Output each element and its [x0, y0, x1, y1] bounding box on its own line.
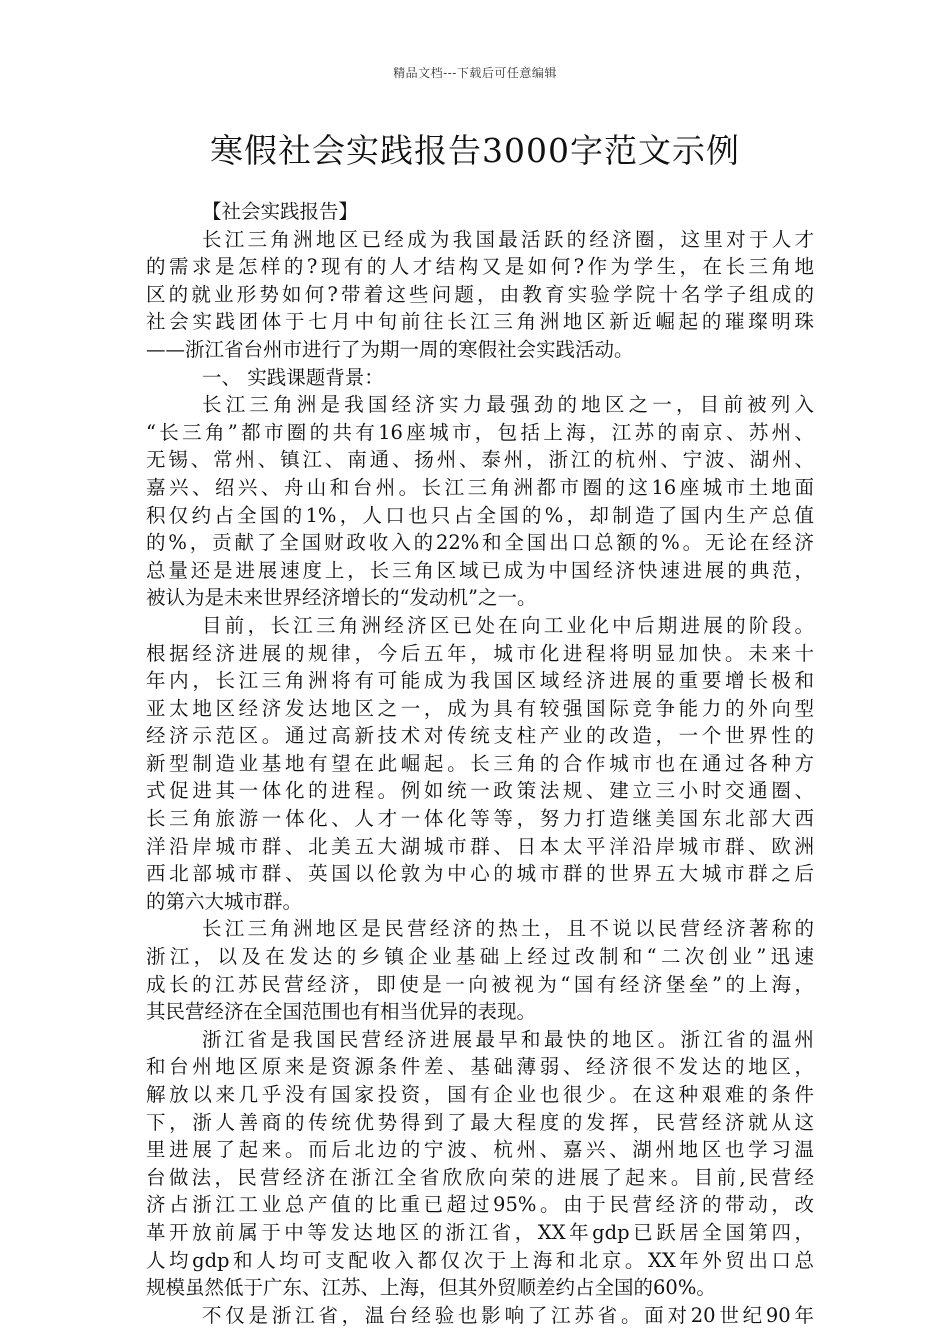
- text-line: 总量还是进展速度上，长三角区域已成为中国经济快速进展的典范，: [146, 558, 814, 582]
- text-line: 根据经济进展的规律，今后五年，城市化进程将明显加快。未来十: [146, 641, 814, 665]
- text-line: 济占浙江工业总产值的比重已超过95%。由于民营经济的带动，改: [146, 1193, 814, 1217]
- text-line: 嘉兴、绍兴、舟山和台州。长江三角洲都市圈的这16座城市土地面: [146, 475, 814, 499]
- text-line: 年内，长江三角洲将有可能成为我国区域经济进展的重要增长极和: [146, 669, 814, 693]
- text-line: ——浙江省台州市进行了为期一周的寒假社会实践活动。: [146, 337, 634, 361]
- text-line: 长江三角洲是我国经济实力最强劲的地区之一，目前被列入: [202, 393, 814, 417]
- text-line: 成长的江苏民营经济，即使是一向被视为“国有经济堡垒”的上海，: [146, 972, 814, 996]
- text-line: 社会实践团体于七月中旬前往长江三角洲地区新近崛起的璀璨明珠: [146, 310, 814, 334]
- text-line: 解放以来几乎没有国家投资，国有企业也很少。在这种艰难的条件: [146, 1083, 814, 1106]
- text-line: 长江三角洲地区已经成为我国最活跃的经济圈，这里对于人才: [202, 227, 814, 251]
- text-line: 积仅约占全国的1%，人口也只占全国的%，却制造了国内生产总值: [146, 503, 814, 527]
- text-line: 和台州地区原来是资源条件差、基础薄弱、经济很不发达的地区，: [146, 1055, 814, 1079]
- text-line: 【社会实践报告】: [202, 200, 359, 223]
- text-line: 不仅是浙江省，温台经验也影响了江苏省。面对20世纪90年: [202, 1303, 814, 1327]
- text-line: 的%，贡献了全国财政收入的22%和全国出口总额的%。无论在经济: [146, 531, 814, 555]
- header-note: 精品文档---下载后可任意编辑: [393, 66, 557, 80]
- text-line: 革开放前属于中等发达地区的浙江省，XX年gdp已跃居全国第四，: [146, 1220, 814, 1244]
- text-line: 洋沿岸城市群、北美五大湖城市群、日本太平洋沿岸城市群、欧洲: [146, 834, 814, 858]
- text-line: 其民营经济在全国范围也有相当优异的表现。: [146, 1000, 537, 1024]
- text-line: 长三角旅游一体化、人才一体化等等，努力打造继美国东北部大西: [146, 807, 814, 831]
- text-line: 浙江省是我国民营经济进展最早和最快的地区。浙江省的温州: [202, 1027, 814, 1051]
- text-line: “长三角”都市圈的共有16座城市，包括上海，江苏的南京、苏州、: [146, 420, 814, 444]
- text-line: 目前，长江三角洲经济区已处在向工业化中后期进展的阶段。: [202, 613, 814, 637]
- text-line: 浙江，以及在发达的乡镇企业基础上经过改制和“二次创业”迅速: [146, 945, 814, 969]
- text-line: 下，浙人善商的传统优势得到了最大程度的发挥，民营经济就从这: [146, 1110, 814, 1134]
- text-line: 区的就业形势如何?带着这些问题，由教育实验学院十名学子组成的: [146, 282, 814, 306]
- text-line: 人均gdp和人均可支配收入都仅次于上海和北京。XX年外贸出口总: [146, 1248, 814, 1272]
- text-line: 的第六大城市群。: [146, 889, 303, 913]
- text-line: 新型制造业基地有望在此崛起。长三角的合作城市也在通过各种方: [146, 751, 814, 775]
- text-line: 西北部城市群、英国以伦敦为中心的城市群的世界五大城市群之后: [146, 862, 814, 886]
- text-line: 里进展了起来。而后北边的宁波、杭州、嘉兴、湖州地区也学习温: [146, 1138, 814, 1162]
- document-title: 寒假社会实践报告3000字范文示例: [210, 131, 740, 170]
- text-line: 长江三角洲地区是民营经济的热土，且不说以民营经济著称的: [202, 917, 814, 941]
- text-line: 式促进其一体化的进程。例如统一政策法规、建立三小时交通圈、: [146, 779, 814, 803]
- text-line: 一、 实践课题背景：: [202, 365, 384, 389]
- text-line: 无锡、常州、镇江、南通、扬州、泰州，浙江的杭州、宁波、湖州、: [146, 448, 814, 472]
- text-line: 经济示范区。通过高新技术对传统支柱产业的改造，一个世界性的: [146, 724, 814, 748]
- text-line: 被认为是未来世界经济增长的“发动机”之一。: [146, 586, 537, 610]
- text-line: 规模虽然低于广东、江苏、上海，但其外贸顺差约占全国的60%。: [146, 1276, 716, 1300]
- text-line: 的需求是怎样的?现有的人才结构又是如何?作为学生，在长三角地: [146, 255, 814, 279]
- text-line: 台做法，民营经济在浙江全省欣欣向荣的进展了起来。目前,民营经: [146, 1165, 814, 1189]
- text-line: 亚太地区经济发达地区之一，成为具有较强国际竞争能力的外向型: [146, 696, 814, 720]
- document-body: [146, 198, 814, 1329]
